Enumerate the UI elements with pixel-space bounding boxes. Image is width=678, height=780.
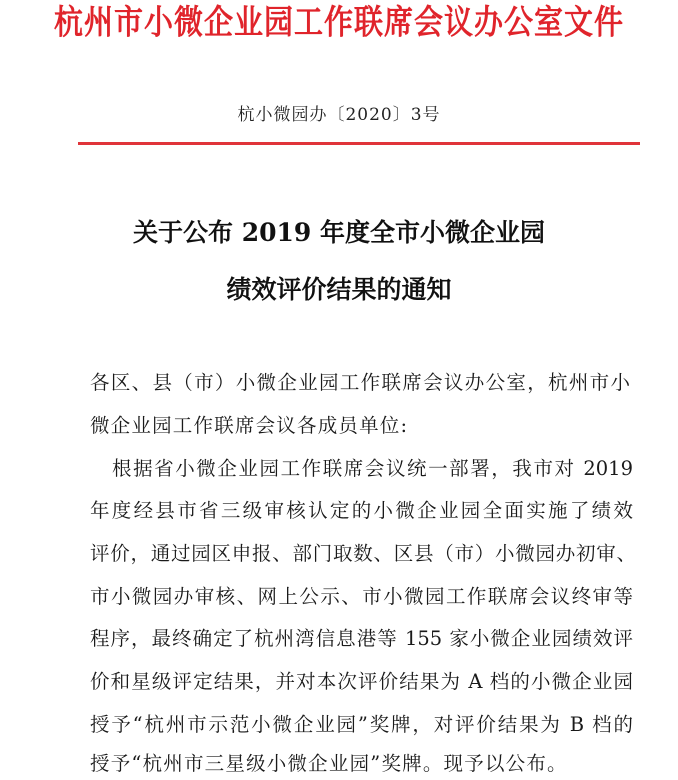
body-line: 年度经县市省三级审核认定的小微企业园全面实施了绩效	[90, 499, 633, 522]
red-divider-line	[78, 142, 640, 145]
document-number: 杭小微园办〔2020〕3号	[237, 105, 441, 125]
notice-title-line-1: 关于公布 2019 年度全市小微企业园	[133, 218, 545, 247]
body-line: 程序，最终确定了杭州湾信息港等 155 家小微企业园绩效评	[90, 627, 633, 650]
body-line: 授予“杭州市示范小微企业园”奖牌，对评价结果为 B 档的	[90, 713, 633, 736]
issuing-organization-header: 杭州市小微企业园工作联席会议办公室文件	[53, 2, 624, 42]
notice-title-line-2: 绩效评价结果的通知	[226, 275, 452, 304]
body-line: 根据省小微企业园工作联席会议统一部署，我市对 2019	[112, 457, 633, 480]
body-line: 授予“杭州市三星级小微企业园”奖牌。现予以公布。	[90, 752, 568, 775]
body-line: 价和星级评定结果，并对本次评价结果为 A 档的小微企业园	[90, 670, 633, 693]
body-line: 市小微园办审核、网上公示、市小微园工作联席会议终审等	[90, 585, 633, 608]
body-line: 微企业园工作联席会议各成员单位:	[90, 414, 409, 437]
body-line: 各区、县（市）小微企业园工作联席会议办公室，杭州市小	[90, 371, 630, 394]
body-line: 评价，通过园区申报、部门取数、区县（市）小微园办初审、	[90, 542, 636, 565]
